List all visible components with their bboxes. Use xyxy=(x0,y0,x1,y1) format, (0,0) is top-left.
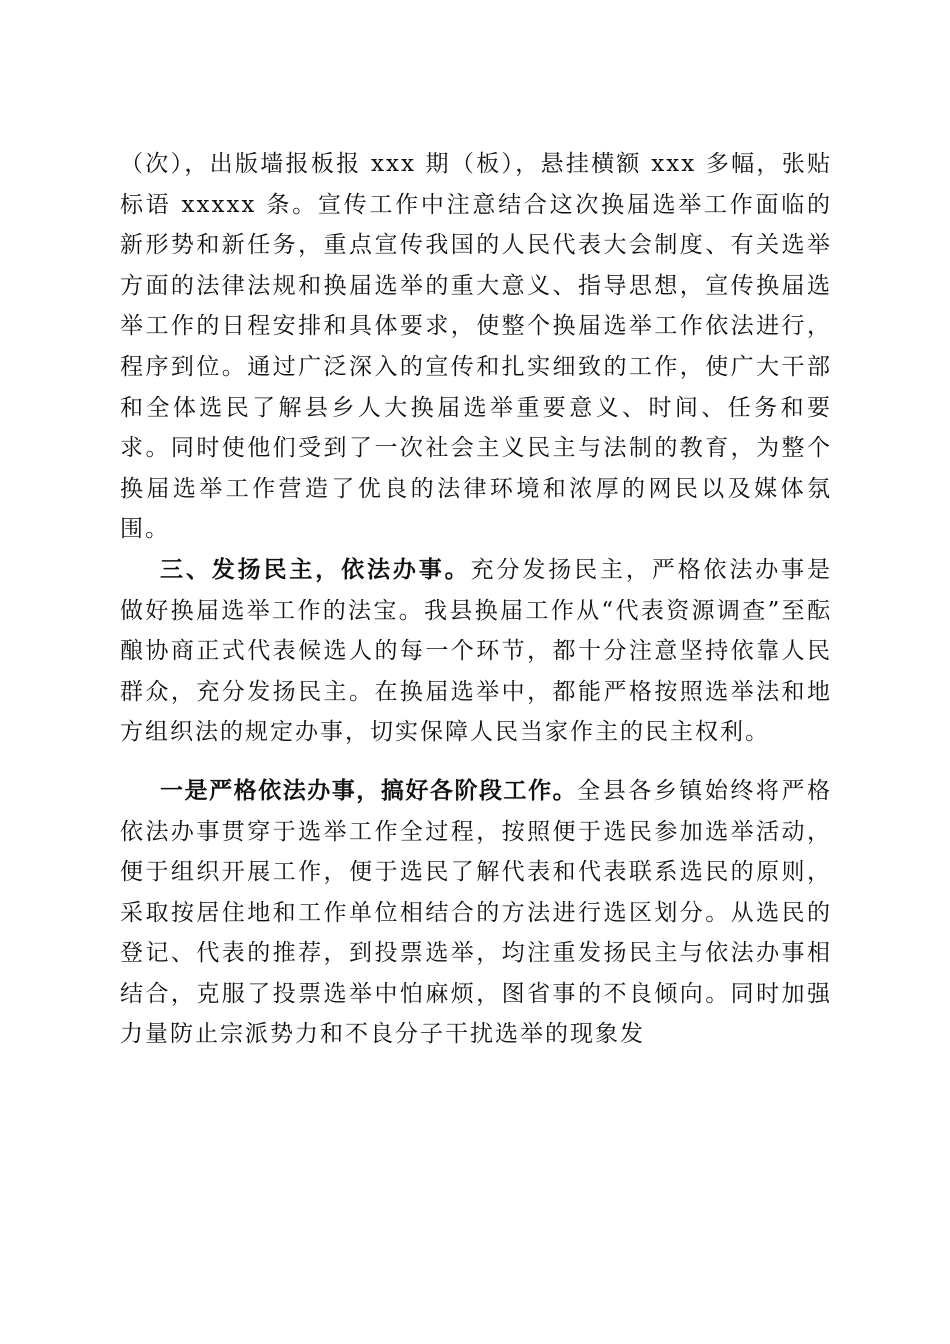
paragraph-point-one xyxy=(120,771,832,1055)
subsection-heading: 一是严格依法办事，搞好各阶段工作。 xyxy=(160,776,578,804)
paragraph-publicity xyxy=(120,144,832,550)
paragraph-text: 全县各乡镇始终将严格依法办事贯穿于选举工作全过程，按照便于选民参加选举活动，便于组织开展工作，便于选民了解代表和代表联系选民的原则，采取按居住地和工作单位相结合的方法进行选区划分。从选民的登记、代表的推荐，到投票选举，均注重发扬民主与依法办事相结合，克服了投票选举中怕麻烦，图省事的不良倾向。同时加强力量防止宗派势力和不良分子干扰选举的现象发 xyxy=(120,777,833,1048)
document-body xyxy=(120,144,832,1055)
section-heading: 三、发扬民主，依法办事。 xyxy=(160,555,471,583)
paragraph-section-three xyxy=(120,550,832,753)
paragraph-text: （次），出版墙报板报 xxx 期（板），悬挂横额 xxx 多幅，张贴标语 xxxxx 条。宣传工作中注意结合这次换届选举工作面临的新形势和新任务，重点宣传我国的人民代表大会制度、有关选举方面的法律法规和换届选举的重大意义、指导思想，宣传换届选举工作的日程安排和具体要求，使整个换届选举工作依法进行，程序到位。通过广泛深入的宣传和扎实细致的工作，使广大干部和全体选民了解县乡人大换届选举重要意义、时间、任务和要求。同时使他们受到了一次社会主义民主与法制的教育，为整个换届选举工作营造了优良的法律环境和浓厚的网民以及媒体氛围。 xyxy=(120,151,832,543)
paragraph-text: 充分发扬民主，严格依法办事是做好换届选举工作的法宝。我县换届工作从“代表资源调查”至酝酿协商正式代表候选人的每一个环节，都十分注意坚持依靠人民群众，充分发扬民主。在换届选举中，都能严格按照选举法和地方组织法的规定办事，切实保障人民当家作主的民主权利。 xyxy=(120,556,833,746)
